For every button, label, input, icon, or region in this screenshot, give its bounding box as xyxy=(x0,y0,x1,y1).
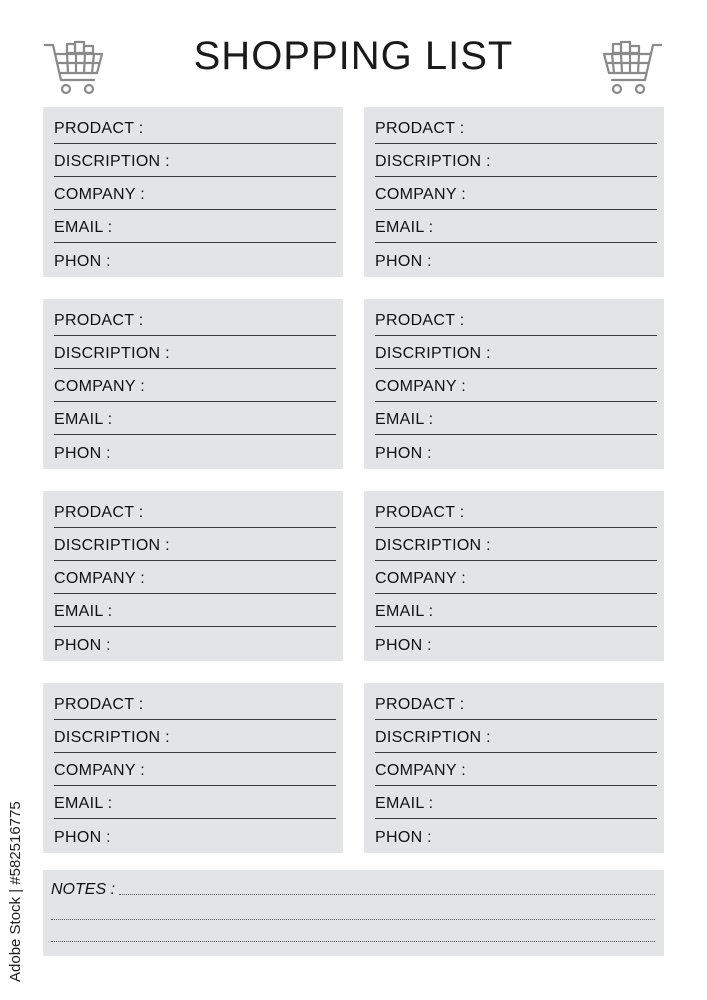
notes-section xyxy=(43,870,664,956)
email-field[interactable] xyxy=(375,210,657,243)
dotted-line xyxy=(119,894,655,895)
field-label: PRODACT : xyxy=(375,696,465,713)
shopping-item-card xyxy=(43,107,343,277)
field-label: EMAIL : xyxy=(54,219,113,236)
description-field[interactable] xyxy=(375,336,657,369)
shopping-item-card xyxy=(364,683,664,853)
company-field[interactable] xyxy=(54,177,336,210)
email-field[interactable] xyxy=(375,786,657,819)
page-title: SHOPPING LIST xyxy=(193,34,514,78)
description-field[interactable] xyxy=(54,336,336,369)
field-label: PHON : xyxy=(54,637,111,654)
field-label: COMPANY : xyxy=(375,570,467,587)
field-label: PHON : xyxy=(54,253,111,270)
email-field[interactable] xyxy=(54,594,336,627)
company-field[interactable] xyxy=(54,561,336,594)
notes-label: NOTES : xyxy=(51,881,116,898)
shopping-item-card xyxy=(364,107,664,277)
field-label: PRODACT : xyxy=(54,120,144,137)
shopping-cards-grid xyxy=(43,107,664,853)
field-label: DISCRIPTION : xyxy=(375,537,491,554)
phone-field[interactable] xyxy=(54,435,336,468)
phone-field[interactable] xyxy=(375,243,657,276)
field-label: PRODACT : xyxy=(375,312,465,329)
field-label: COMPANY : xyxy=(375,186,467,203)
email-field[interactable] xyxy=(54,402,336,435)
shopping-item-card xyxy=(364,491,664,661)
field-label: DISCRIPTION : xyxy=(375,345,491,362)
field-label: DISCRIPTION : xyxy=(54,537,170,554)
field-label: PHON : xyxy=(375,445,432,462)
company-field[interactable] xyxy=(54,753,336,786)
product-field[interactable] xyxy=(375,111,657,144)
product-field[interactable] xyxy=(375,495,657,528)
company-field[interactable] xyxy=(375,177,657,210)
product-field[interactable] xyxy=(54,687,336,720)
field-label: DISCRIPTION : xyxy=(375,153,491,170)
notes-line[interactable] xyxy=(51,920,655,942)
description-field[interactable] xyxy=(54,528,336,561)
field-label: DISCRIPTION : xyxy=(54,345,170,362)
company-field[interactable] xyxy=(375,753,657,786)
phone-field[interactable] xyxy=(375,819,657,852)
product-field[interactable] xyxy=(375,687,657,720)
field-label: PRODACT : xyxy=(54,312,144,329)
notes-line[interactable] xyxy=(51,878,655,898)
phone-field[interactable] xyxy=(54,819,336,852)
email-field[interactable] xyxy=(375,594,657,627)
field-label: PHON : xyxy=(54,445,111,462)
description-field[interactable] xyxy=(375,144,657,177)
shopping-item-card xyxy=(364,299,664,469)
shopping-item-card xyxy=(43,299,343,469)
notes-line[interactable] xyxy=(51,898,655,920)
field-label: EMAIL : xyxy=(54,603,113,620)
phone-field[interactable] xyxy=(54,627,336,660)
field-label: COMPANY : xyxy=(54,186,146,203)
product-field[interactable] xyxy=(375,303,657,336)
company-field[interactable] xyxy=(375,369,657,402)
stock-watermark: Adobe Stock | #582516775 xyxy=(7,801,24,982)
field-label: PRODACT : xyxy=(375,504,465,521)
description-field[interactable] xyxy=(54,720,336,753)
shopping-item-card xyxy=(43,491,343,661)
phone-field[interactable] xyxy=(375,435,657,468)
field-label: DISCRIPTION : xyxy=(54,153,170,170)
product-field[interactable] xyxy=(54,495,336,528)
product-field[interactable] xyxy=(54,303,336,336)
shopping-cart-icon xyxy=(602,40,664,100)
field-label: COMPANY : xyxy=(375,378,467,395)
field-label: PRODACT : xyxy=(375,120,465,137)
field-label: PHON : xyxy=(54,829,111,846)
email-field[interactable] xyxy=(54,786,336,819)
product-field[interactable] xyxy=(54,111,336,144)
field-label: COMPANY : xyxy=(54,762,146,779)
shopping-item-card xyxy=(43,683,343,853)
field-label: DISCRIPTION : xyxy=(54,729,170,746)
field-label: EMAIL : xyxy=(375,411,434,428)
field-label: PRODACT : xyxy=(54,504,144,521)
email-field[interactable] xyxy=(54,210,336,243)
phone-field[interactable] xyxy=(54,243,336,276)
email-field[interactable] xyxy=(375,402,657,435)
field-label: PHON : xyxy=(375,829,432,846)
field-label: EMAIL : xyxy=(375,603,434,620)
field-label: EMAIL : xyxy=(375,219,434,236)
field-label: COMPANY : xyxy=(375,762,467,779)
description-field[interactable] xyxy=(375,720,657,753)
company-field[interactable] xyxy=(375,561,657,594)
field-label: EMAIL : xyxy=(54,411,113,428)
description-field[interactable] xyxy=(54,144,336,177)
field-label: PHON : xyxy=(375,253,432,270)
phone-field[interactable] xyxy=(375,627,657,660)
description-field[interactable] xyxy=(375,528,657,561)
field-label: EMAIL : xyxy=(54,795,113,812)
field-label: DISCRIPTION : xyxy=(375,729,491,746)
field-label: PHON : xyxy=(375,637,432,654)
field-label: COMPANY : xyxy=(54,378,146,395)
field-label: COMPANY : xyxy=(54,570,146,587)
field-label: PRODACT : xyxy=(54,696,144,713)
company-field[interactable] xyxy=(54,369,336,402)
field-label: EMAIL : xyxy=(375,795,434,812)
